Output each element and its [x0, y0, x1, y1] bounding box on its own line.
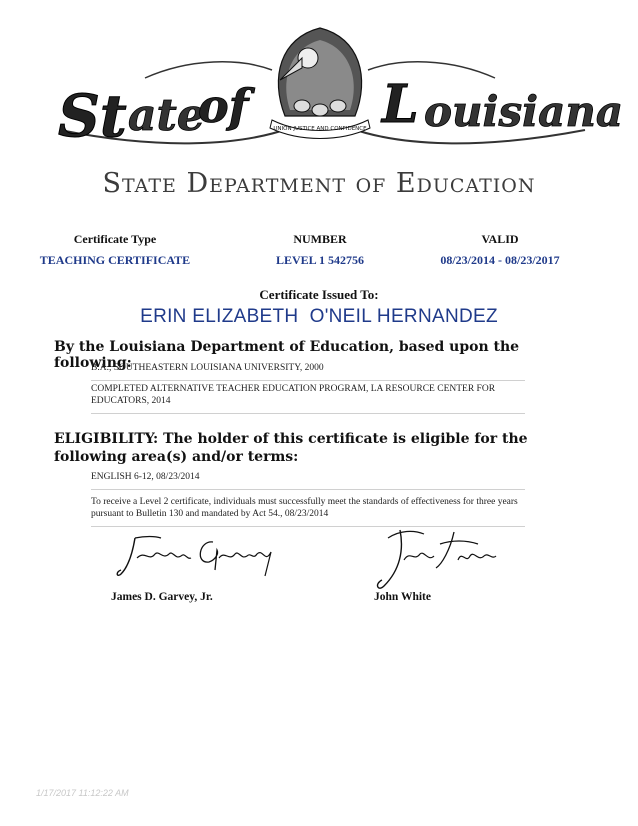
certificate-valid-block — [410, 232, 590, 268]
svg-text:of: of — [198, 79, 249, 133]
certificate-number-label: NUMBER — [293, 232, 347, 246]
signature-white — [370, 520, 500, 592]
signer-name: James D. Garvey, Jr. — [111, 591, 213, 603]
svg-text:L: L — [382, 74, 419, 135]
certificate-type-block — [30, 232, 200, 268]
issued-to-label: Certificate Issued To: — [259, 287, 379, 302]
holder-name: ERIN ELIZABETH O'NEIL HERNANDEZ — [140, 306, 498, 327]
basis-item: COMPLETED ALTERNATIVE TEACHER EDUCATION PROGRAM, LA RESOURCE CENTER FOR EDUCATORS, 2014 — [91, 383, 525, 414]
seal-banner-text: UNION JUSTICE AND CONFIDENCE — [273, 126, 367, 132]
svg-text:ate: ate — [128, 90, 205, 141]
certificate-number-block — [240, 232, 400, 268]
signer-name: John White — [374, 591, 431, 603]
eligibility-section-title: ELIGIBILITY: The holder of this certificate is eligible for the following area(s) and/or terms: — [54, 431, 528, 465]
basis-item: B.A., SOUTHEASTERN LOUISIANA UNIVERSITY, 2000 — [91, 362, 525, 381]
certificate-valid-label: VALID — [481, 232, 519, 246]
certificate-type-label: Certificate Type — [73, 232, 157, 246]
department-title: State Department of Education — [102, 168, 536, 199]
state-of-louisiana-logo — [40, 18, 624, 168]
pelican-seal-icon — [270, 28, 370, 139]
certificate-type-value: TEACHING CERTIFICATE — [39, 253, 191, 267]
signature-garvey — [115, 530, 285, 580]
svg-text:ouisiana: ouisiana — [424, 87, 624, 136]
eligibility-item: To receive a Level 2 certificate, individuals must successfully meet the standards of effectiveness for three years pursuant to Bulletin 130 and mandated by Act 54., 08/23/2014 — [91, 496, 525, 527]
print-timestamp: 1/17/2017 11:12:22 AM — [36, 788, 129, 798]
eligibility-item: ENGLISH 6-12, 08/23/2014 — [91, 471, 525, 490]
basis-section-title: By the Louisiana Department of Education, based upon the following: — [54, 339, 520, 371]
certificate-number-value: LEVEL 1 542756 — [275, 253, 365, 267]
svg-text:St: St — [58, 82, 127, 150]
certificate-valid-value: 08/23/2014 - 08/23/2017 — [440, 253, 560, 267]
